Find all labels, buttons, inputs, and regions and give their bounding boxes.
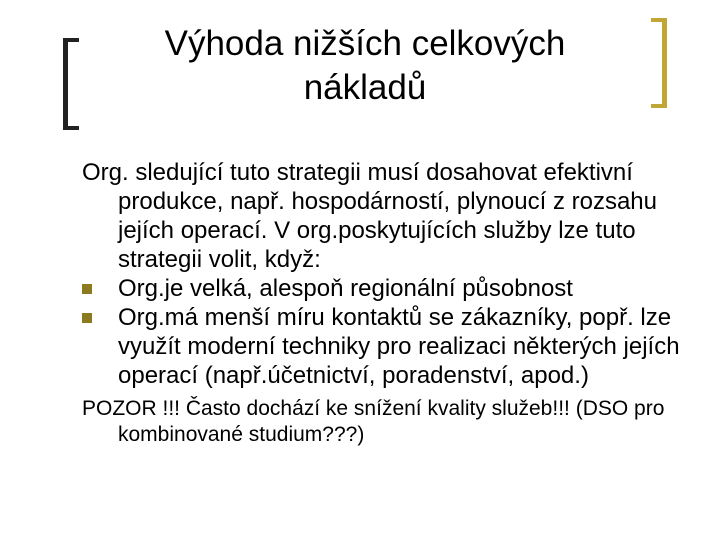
bullet-item-2 bbox=[82, 303, 702, 390]
warning-note: POZOR !!! Často dochází ke snížení kvality služeb!!! (DSO pro kombinované studium???) bbox=[82, 397, 665, 446]
slide-title-line-2: nákladů bbox=[303, 68, 427, 107]
square-bullet-icon bbox=[82, 313, 92, 323]
slide-title bbox=[95, 22, 635, 110]
slide-body bbox=[82, 158, 702, 448]
intro-paragraph: Org. sledující tuto strategii musí dosahovat efektivní produkce, např. hospodárností, plynoucí z rozsahu jejích operací. V org.poskytujících služby lze tuto strategii volit, když: bbox=[82, 159, 657, 273]
right-bracket-decoration bbox=[651, 18, 667, 108]
slide-title-line-1: Výhoda nižších celkových bbox=[164, 24, 566, 63]
bullet-text-2: Org.má menší míru kontaktů se zákazníky, popř. lze využít moderní techniky pro realizaci některých jejích operací (např.účetnictví, poradenství, apod.) bbox=[118, 304, 680, 389]
bullet-text-1: Org.je velká, alespoň regionální působnost bbox=[118, 275, 573, 302]
left-bracket-decoration bbox=[63, 38, 79, 130]
square-bullet-icon bbox=[82, 284, 92, 294]
bullet-item-1 bbox=[82, 274, 702, 303]
